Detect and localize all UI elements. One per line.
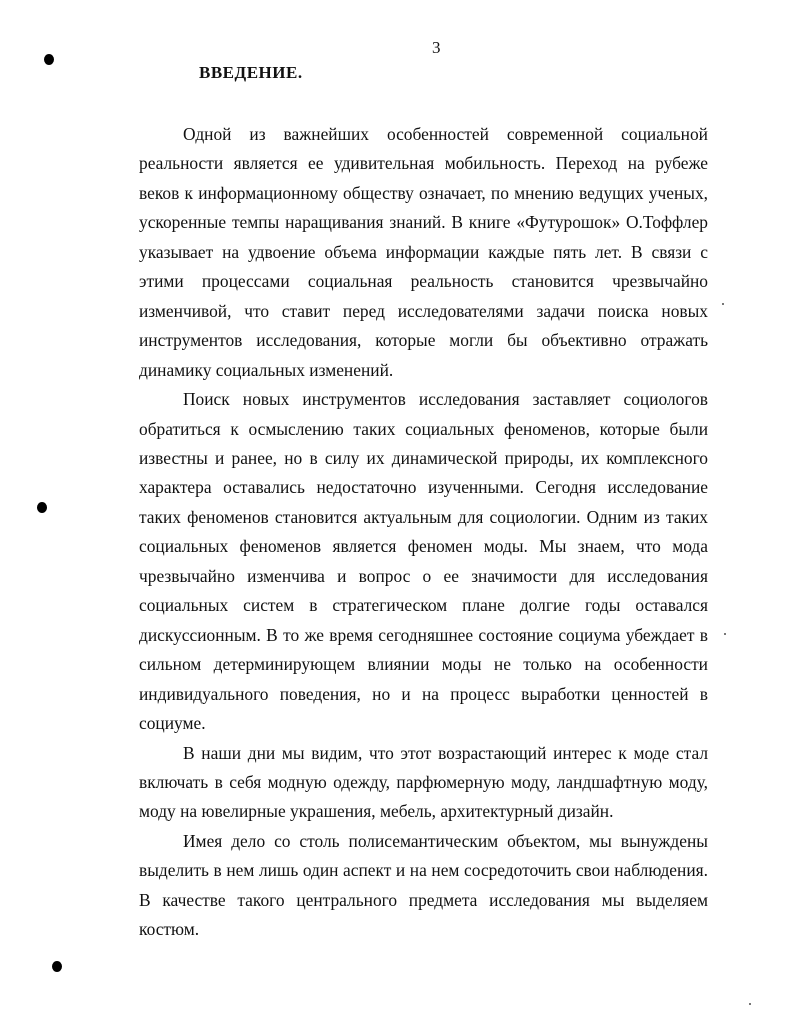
paragraph-2: Поиск новых инструментов исследования заставляет социологов обратиться к осмыслению таких социальных феноменов, которые были известны и ранее, но в силу их динамической природы, их комплексного характера оставались недостаточно изученными. Сегодня исследование таких феноменов становится актуальным для социологии. Одним из таких социальных феноменов является феномен моды. Мы знаем, что мода чрезвычайно изменчива и вопрос о ее значимости для исследования социальных систем в стратегическом плане долгие годы оставался дискуссионным. В то же время сегодняшнее состояние социума убеждает в сильном детерминирующем влиянии моды не только на особенности индивидуального поведения, но и на процесс выработки ценностей в социуме. (139, 389, 708, 734)
punch-hole-mark (37, 502, 47, 513)
scan-speck (749, 1003, 751, 1005)
punch-hole-mark (52, 961, 62, 972)
paragraph-1: Одной из важнейших особенностей современной социальной реальности является ее удивительная мобильность. Переход на рубеже веков к информационному обществу означает, по мнению ведущих ученых, ускоренные темпы наращивания знаний. В книге «Футурошок» О.Тоффлер указывает на удвоение объема информации каждые пять лет. В связи с этими процессами социальная реальность становится чрезвычайно изменчивой, что ставит перед исследователями задачи поиска новых инструментов исследования, которые могли бы объективно отражать динамику социальных изменений. (139, 124, 708, 380)
document-body (139, 120, 708, 945)
section-title: ВВЕДЕНИЕ. (199, 63, 303, 82)
page-number: 3 (432, 38, 441, 57)
paragraph-3: В наши дни мы видим, что этот возрастающий интерес к моде стал включать в себя модную одежду, парфюмерную моду, ландшафтную моду, моду на ювелирные украшения, мебель, архитектурный дизайн. (139, 742, 708, 822)
punch-hole-mark (44, 54, 54, 65)
scan-speck (722, 303, 724, 305)
paragraph-4: Имея дело со столь полисемантическим объектом, мы вынуждены выделить в нем лишь один аспект и на нем сосредоточить свои наблюдения. В качестве такого центрального предмета исследования мы выделяем костюм. (139, 830, 708, 940)
scan-speck (724, 633, 726, 635)
